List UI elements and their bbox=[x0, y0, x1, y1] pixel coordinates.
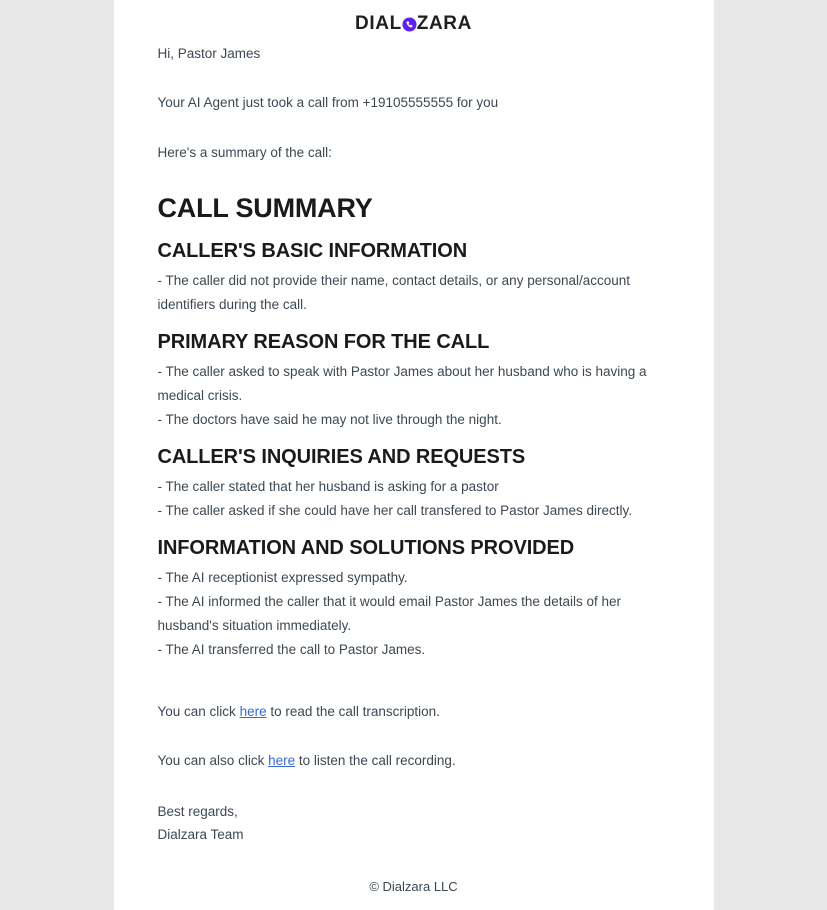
recording-text-after: to listen the call recording. bbox=[295, 752, 456, 768]
dialzara-logo bbox=[355, 14, 472, 33]
section-bullet: - The doctors have said he may not live through the night. bbox=[157, 411, 502, 427]
call-notice-text: Your AI Agent just took a call from +19105555555 for you bbox=[157, 95, 499, 111]
section-bullet: - The caller asked if she could have her call transfered to Pastor James directly. bbox=[157, 502, 632, 518]
transcription-link-line bbox=[158, 702, 670, 722]
section-bullet: - The caller asked to speak with Pastor James about her husband who is having a medical crisis. bbox=[157, 363, 647, 403]
summary-lead-in-text: Here's a summary of the call: bbox=[157, 144, 332, 160]
transcription-link[interactable]: here bbox=[239, 703, 267, 719]
logo-text-after: ZARA bbox=[416, 13, 472, 34]
transcription-text-after: to read the call transcription. bbox=[266, 703, 440, 719]
email-card bbox=[114, 0, 714, 910]
greeting-text: Hi, Pastor James bbox=[157, 46, 261, 61]
section-bullet: - The AI transferred the call to Pastor James. bbox=[157, 641, 426, 657]
summary-section-basic-information bbox=[158, 238, 670, 317]
transcription-text-before: You can click bbox=[157, 703, 240, 719]
call-links-block bbox=[158, 702, 670, 772]
logo-text-before: DIAL bbox=[355, 13, 402, 34]
copyright-text: © Dialzara LLC bbox=[369, 878, 458, 894]
section-bullet: - The AI informed the caller that it would email Pastor James the details of her husband's situation immediately. bbox=[157, 593, 621, 633]
summary-section-primary-reason bbox=[158, 329, 670, 432]
recording-link-line bbox=[158, 751, 670, 771]
signoff-closing: Best regards, bbox=[157, 804, 238, 820]
summary-section-information-solutions bbox=[158, 535, 670, 662]
section-bullet: - The AI receptionist expressed sympathy. bbox=[157, 569, 408, 585]
signoff-block bbox=[158, 800, 670, 846]
section-heading: CALLER'S BASIC INFORMATION bbox=[157, 239, 468, 262]
section-bullet: - The caller did not provide their name, contact details, or any personal/account identifiers during the call. bbox=[157, 272, 631, 312]
phone-circle-icon bbox=[402, 17, 417, 32]
call-summary-title: CALL SUMMARY bbox=[157, 192, 373, 223]
recording-text-before: You can also click bbox=[157, 752, 269, 768]
section-heading: PRIMARY REASON FOR THE CALL bbox=[157, 330, 490, 353]
email-body bbox=[114, 44, 714, 847]
section-heading: INFORMATION AND SOLUTIONS PROVIDED bbox=[157, 536, 575, 559]
signoff-team: Dialzara Team bbox=[157, 827, 244, 843]
summary-section-inquiries-requests bbox=[158, 444, 670, 523]
section-bullet: - The caller stated that her husband is asking for a pastor bbox=[157, 478, 499, 494]
recording-link[interactable]: here bbox=[268, 752, 296, 768]
section-heading: CALLER'S INQUIRIES AND REQUESTS bbox=[157, 445, 526, 468]
email-header bbox=[114, 0, 714, 44]
email-footer bbox=[114, 847, 714, 910]
